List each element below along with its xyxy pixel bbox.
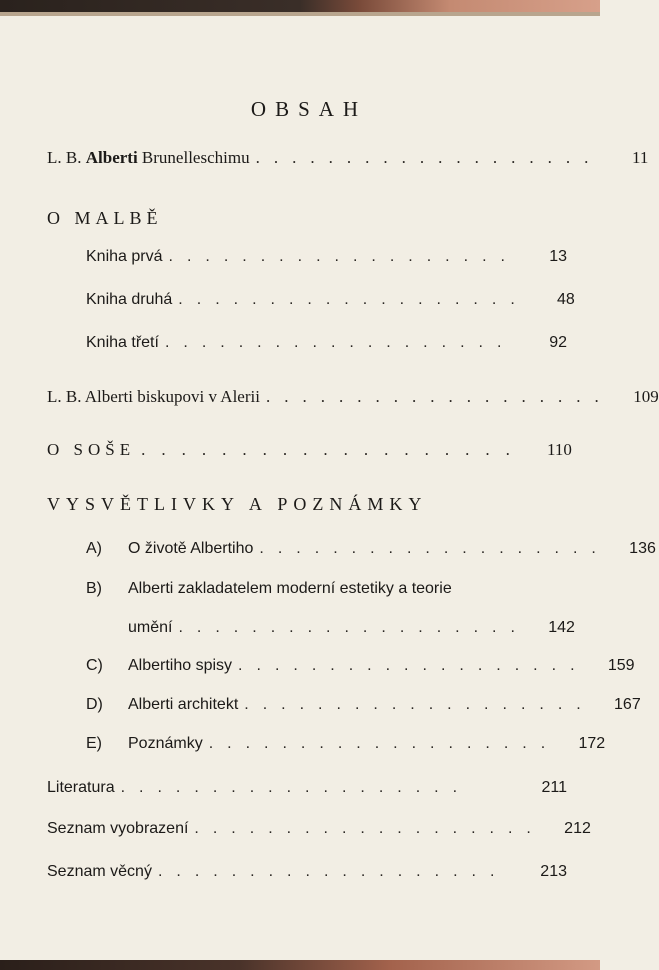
page-number: 48 [556, 291, 575, 308]
entry-label: Seznam věcný [47, 863, 152, 880]
leader-dots: ................... [168, 248, 519, 265]
toc-entry-kniha-treti [86, 334, 567, 352]
toc-entry-o-sose [47, 440, 572, 460]
leader-dots: ................... [120, 779, 472, 796]
entry-label: Seznam vyobrazení [47, 820, 189, 837]
entry-prefix: L. B. [47, 148, 82, 167]
leader-dots: ................... [265, 387, 613, 406]
leader-dots: ................... [141, 440, 526, 459]
toc-entry-brunelleschimu [47, 148, 649, 168]
leader-dots: ................... [259, 540, 610, 557]
entry-letter: E) [86, 735, 102, 752]
page-edge-bottom [0, 960, 600, 970]
page-number: 167 [614, 696, 641, 713]
entry-label: O SOŠE [47, 440, 136, 459]
section-heading-o-malbe: O MALBĚ [47, 208, 163, 228]
toc-entry-d [86, 696, 641, 714]
toc-entry-b [86, 580, 567, 598]
leader-dots: ................... [244, 696, 595, 713]
page-number: 109 [633, 387, 659, 406]
leader-dots: ................... [178, 291, 529, 308]
page-number: 211 [541, 779, 567, 796]
entry-label: Albertiho spisy [128, 657, 233, 674]
toc-entry-kniha-prva [86, 248, 567, 266]
toc-entry-biskupovi [47, 387, 659, 407]
entry-label: Literatura [47, 779, 115, 796]
entry-label: Kniha třetí [86, 334, 159, 351]
page-number: 11 [631, 148, 649, 167]
leader-dots: ................... [157, 863, 509, 880]
entry-letter: D) [86, 696, 103, 713]
page-number: 142 [548, 619, 575, 636]
page-number: 13 [549, 248, 567, 265]
entry-letter: B) [86, 580, 102, 597]
leader-dots: ................... [255, 148, 603, 167]
toc-entry-literatura [47, 779, 567, 797]
entry-label: Brunelleschimu [141, 148, 250, 167]
entry-letter: A) [86, 540, 102, 557]
toc-entry-seznam-vecny [47, 863, 567, 881]
entry-label: L. B. Alberti biskupovi v Alerii [47, 387, 260, 406]
leader-dots: ................... [164, 334, 516, 351]
page-number: 213 [540, 863, 567, 880]
entry-label: Kniha prvá [86, 248, 163, 265]
entry-name: Alberti [85, 148, 138, 167]
page-number: 159 [607, 657, 635, 674]
leader-dots: ................... [194, 820, 545, 837]
page-number: 92 [549, 334, 567, 351]
toc-entry-kniha-druha [86, 291, 575, 309]
entry-label: Kniha druhá [86, 291, 173, 308]
leader-dots: ................... [208, 735, 560, 752]
page-title: OBSAH [250, 97, 368, 121]
leader-dots: ................... [238, 657, 589, 674]
page-number: 110 [546, 440, 572, 459]
entry-label: O životě Albertiho [128, 540, 254, 557]
leader-dots: ................... [178, 619, 529, 636]
toc-entry-a [86, 540, 656, 558]
entry-label-continuation: umění [128, 619, 173, 636]
entry-label: Alberti architekt [128, 696, 239, 713]
toc-entry-c [86, 657, 635, 675]
page-number: 172 [578, 735, 606, 752]
page-number: 212 [564, 820, 591, 837]
toc-entry-seznam-vyobrazeni [47, 820, 591, 838]
entry-label: Alberti zakladatelem moderní estetiky a teorie [128, 580, 452, 597]
section-heading-vysvetlivky: VYSVĚTLIVKY A POZNÁMKY [47, 494, 428, 514]
page-number: 136 [629, 540, 656, 557]
entry-label: Poznámky [128, 735, 203, 752]
toc-entry-e [86, 735, 606, 753]
toc-entry-b-continuation [128, 619, 575, 637]
entry-letter: C) [86, 657, 103, 674]
